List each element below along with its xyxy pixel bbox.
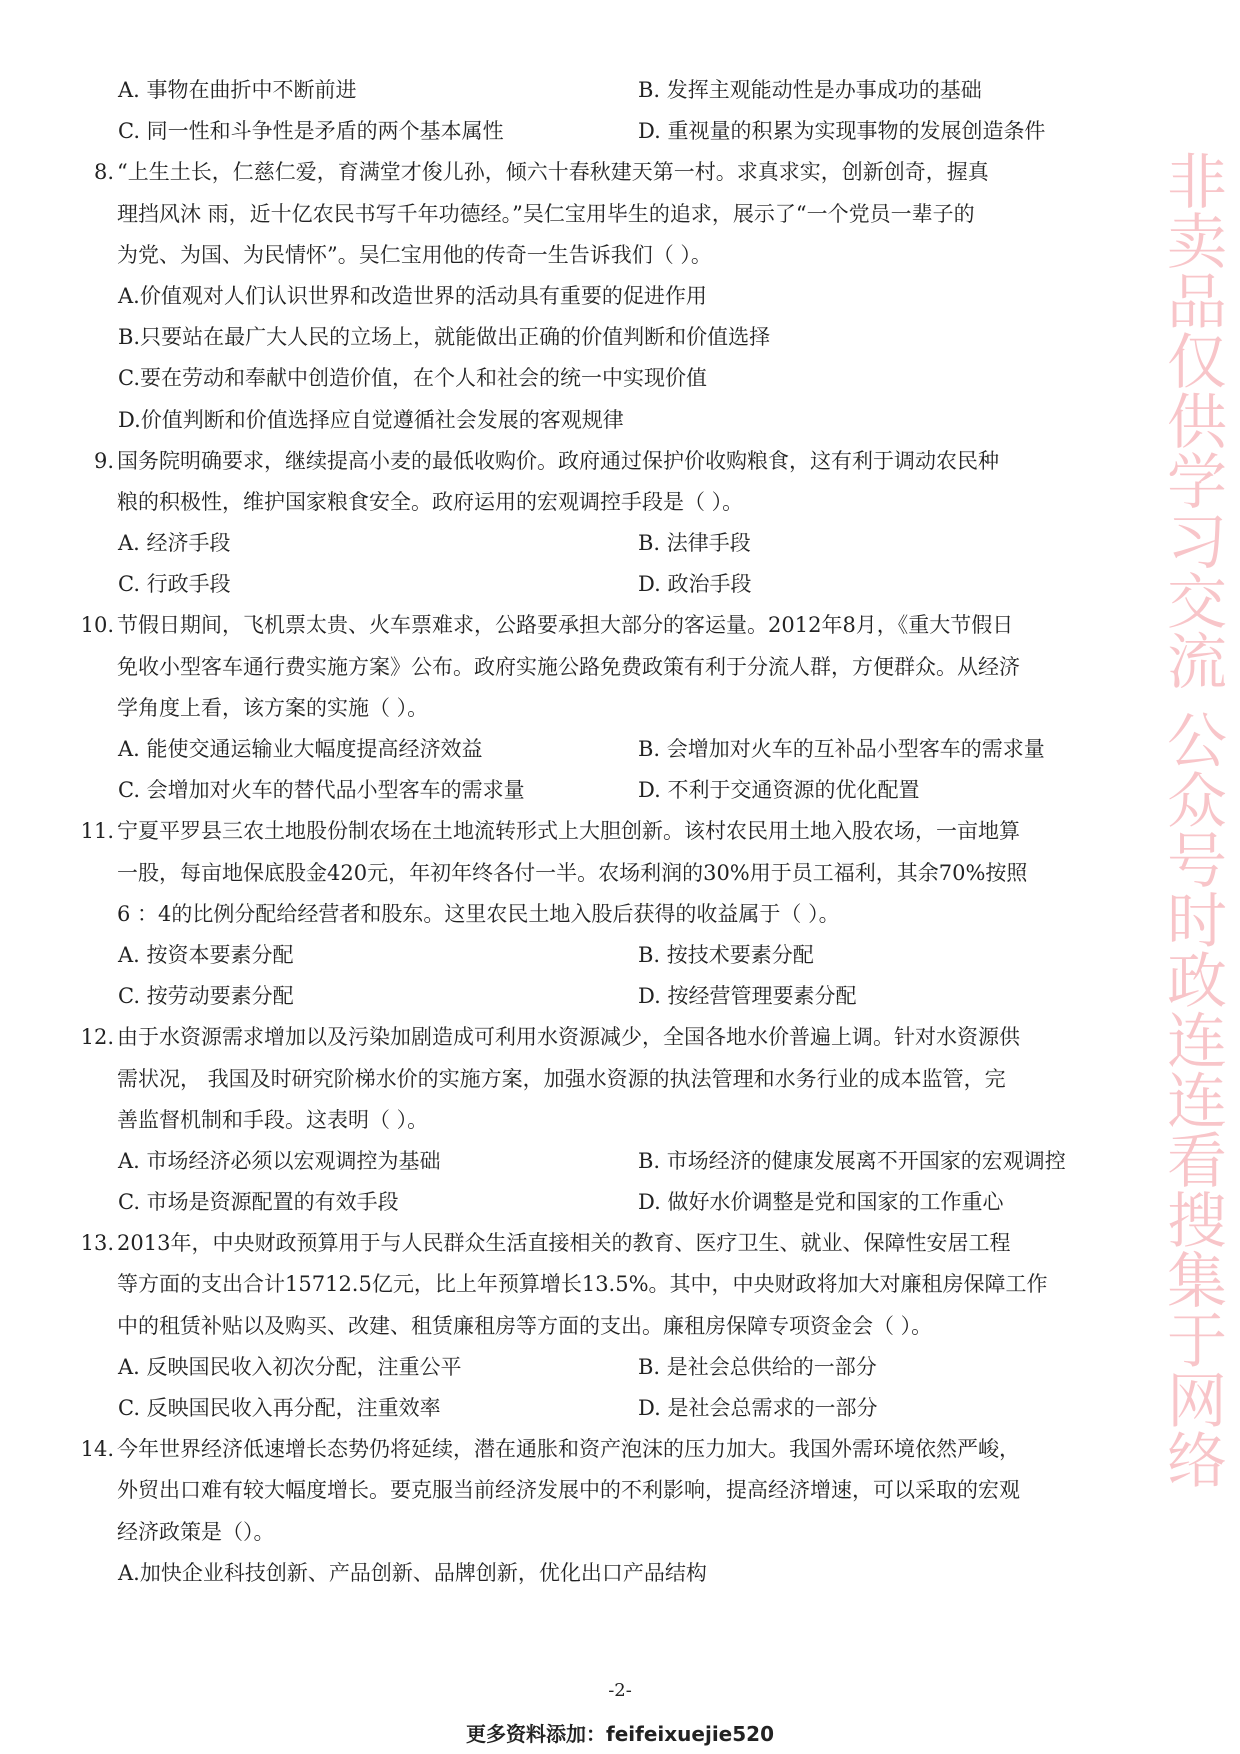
option-right: D. 不利于交通资源的优化配置 [638, 778, 920, 803]
option-row [0, 111, 1240, 152]
question-first-line [0, 441, 1240, 482]
exam-page-body [0, 70, 1240, 1594]
question-number: 13. [80, 1231, 114, 1256]
option-left: C. 市场是资源配置的有效手段 [118, 1190, 399, 1215]
question-line: 一股，每亩地保底股金420元，年初年终各付一半。农场利润的30%用于员工福利，其余70%按照 [117, 860, 1028, 885]
option-row [0, 729, 1240, 770]
option-left: C. 行政手段 [118, 572, 231, 597]
question-number: 14. [80, 1437, 114, 1462]
option-row [0, 70, 1240, 111]
question-line: 学角度上看，该方案的实施（ ）。 [117, 695, 429, 720]
question-line: 6 ：4的比例分配给经营者和股东。这里农民土地入股后获得的收益属于（ ）。 [117, 901, 840, 926]
option-right: D. 重视量的积累为实现事物的发展创造条件 [638, 119, 1046, 144]
option-left: A. 事物在曲折中不断前进 [118, 78, 357, 102]
question-line: 经济政策是（）。 [117, 1519, 275, 1544]
option-row [0, 976, 1240, 1017]
question-line: 宁夏平罗县三农土地股份制农场在土地流转形式上大胆创新。该村农民用土地入股农场，一亩地算 [117, 819, 1020, 844]
option: B.只要站在最广大人民的立场上，就能做出正确的价值判断和价值选择 [118, 325, 771, 350]
option-left: A. 经济手段 [118, 531, 231, 556]
option-row [0, 564, 1240, 605]
option-right: B. 法律手段 [638, 531, 751, 556]
option-left: A. 按资本要素分配 [118, 942, 294, 967]
option-right: B. 会增加对火车的互补品小型客车的需求量 [638, 737, 1045, 761]
option: A.价值观对人们认识世界和改造世界的活动具有重要的促进作用 [118, 283, 707, 308]
question-line: 需状况， 我国及时研究阶梯水价的实施方案，加强水资源的执法管理和水务行业的成本监管，完 [117, 1066, 1006, 1091]
option-right: D. 政治手段 [638, 572, 752, 597]
option-left: C. 同一性和斗争性是矛盾的两个基本属性 [118, 119, 504, 144]
option-left: C. 会增加对火车的替代品小型客车的需求量 [118, 778, 525, 803]
option-right: B. 按技术要素分配 [638, 942, 814, 967]
question-line: 等方面的支出合计15712.5亿元，比上年预算增长13.5%。其中，中央财政将加大对廉租房保障工作 [117, 1272, 1048, 1297]
option-right: D. 做好水价调整是党和国家的工作重心 [638, 1190, 1004, 1215]
option-row [0, 523, 1240, 564]
option-right: B. 市场经济的健康发展离不开国家的宏观调控 [638, 1148, 1066, 1173]
question-line: 外贸出口难有较大幅度增长。要克服当前经济发展中的不利影响，提高经济增速，可以采取的宏观 [117, 1478, 1020, 1503]
question-line: 中的租赁补贴以及购买、改建、租赁廉租房等方面的支出。廉租房保障专项资金会（ ）。 [117, 1313, 933, 1338]
question-number: 9. [93, 448, 114, 473]
question-number: 11. [80, 819, 114, 844]
option-left: A. 市场经济必须以宏观调控为基础 [118, 1148, 441, 1173]
watermark: 非卖品仅供学习交流 公众号时政连连看搜集于网络 [1157, 150, 1227, 1490]
question-first-line [0, 605, 1240, 646]
question-number: 12. [80, 1025, 114, 1050]
question-first-line [0, 1429, 1240, 1470]
question-number: 10. [80, 613, 114, 638]
question-line: 粮的积极性，维护国家粮食安全。政府运用的宏观调控手段是（ ）。 [117, 489, 744, 514]
question-first-line [0, 1223, 1240, 1264]
question-line: “上生土长，仁慈仁爱，育满堂才俊儿孙，倾六十春秋建天第一村。求真求实，创新创奇，握真 [117, 160, 989, 185]
option-row [0, 1182, 1240, 1223]
option: D.价值判断和价值选择应自觉遵循社会发展的客观规律 [118, 407, 624, 432]
option-row [0, 1347, 1240, 1388]
question-line: 国务院明确要求，继续提高小麦的最低收购价。政府通过保护价收购粮食，这有利于调动农民种 [117, 448, 999, 473]
question-first-line [0, 1017, 1240, 1058]
option-right: B. 是社会总供给的一部分 [638, 1354, 877, 1379]
option-left: A. 能使交通运输业大幅度提高经济效益 [118, 737, 483, 761]
option: A.加快企业科技创新、产品创新、品牌创新，优化出口产品结构 [118, 1560, 707, 1585]
question-line: 由于水资源需求增加以及污染加剧造成可利用水资源减少，全国各地水价普遍上调。针对水资源供 [117, 1025, 1020, 1050]
option-row [0, 935, 1240, 976]
question-line: 善监督机制和手段。这表明（ ）。 [117, 1107, 429, 1132]
option-right: B. 发挥主观能动性是办事成功的基础 [638, 78, 982, 102]
question-line: 理挡风沐 雨，近十亿农民书写千年功德经。”吴仁宝用毕生的追求，展示了“一个党员一辈子的 [117, 201, 975, 226]
option-left: A. 反映国民收入初次分配，注重公平 [118, 1354, 462, 1379]
question-line: 为党、为国、为民情怀”。吴仁宝用他的传奇一生告诉我们（ ）。 [117, 242, 712, 267]
page-number: -2- [608, 1680, 632, 1701]
option-left: C. 按劳动要素分配 [118, 984, 294, 1009]
question-first-line [0, 811, 1240, 852]
footer-contact: 更多资料添加：feifeixuejie520 [466, 1722, 774, 1746]
option-row [0, 1388, 1240, 1429]
question-number: 8. [93, 160, 114, 185]
option-left: C. 反映国民收入再分配，注重效率 [118, 1396, 441, 1420]
question-first-line [0, 152, 1240, 193]
question-line: 节假日期间，飞机票太贵、火车票难求，公路要承担大部分的客运量。2012年8月，《重大节假日 [117, 613, 1014, 638]
option: C.要在劳动和奉献中创造价值，在个人和社会的统一中实现价值 [118, 366, 707, 391]
option-right: D. 按经营管理要素分配 [638, 984, 857, 1009]
question-line: 2013年，中央财政预算用于与人民群众生活直接相关的教育、医疗卫生、就业、保障性安居工程 [117, 1231, 1011, 1256]
option-row [0, 770, 1240, 811]
option-row [0, 1141, 1240, 1182]
question-line: 免收小型客车通行费实施方案》公布。政府实施公路免费政策有利于分流人群，方便群众。从经济 [117, 654, 1020, 679]
question-line: 今年世界经济低速增长态势仍将延续，潜在通胀和资产泡沫的压力加大。我国外需环境依然严峻， [117, 1437, 1020, 1462]
option-right: D. 是社会总需求的一部分 [638, 1396, 878, 1420]
